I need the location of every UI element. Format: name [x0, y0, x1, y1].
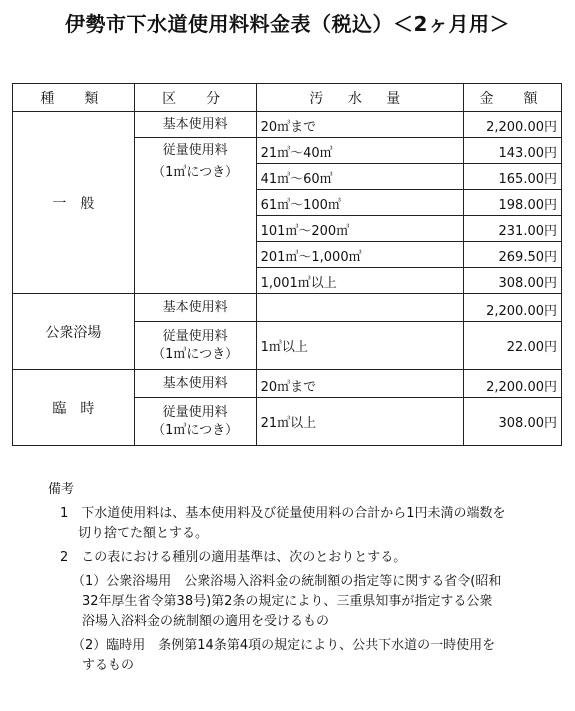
- amount-cell: 269.50円: [464, 242, 562, 268]
- fee-table: [12, 83, 562, 446]
- note-2-1-line-3: 浴場入浴料金の統制額の適用を受けるもの: [82, 614, 330, 629]
- table-row: [13, 370, 562, 398]
- type-temporary: 臨 時: [13, 370, 135, 446]
- category-metered: [134, 138, 256, 294]
- volume-cell: 61㎥～100㎥: [256, 190, 464, 216]
- note-1-line-2: 切り捨てた額とする。: [78, 526, 209, 541]
- header-category: 区 分: [134, 84, 256, 112]
- category-metered-unit: （1㎥につき）: [152, 422, 239, 438]
- volume-cell: 20㎥まで: [256, 370, 464, 398]
- volume-cell: 21㎥～40㎥: [256, 138, 464, 164]
- volume-cell: 21㎥以上: [256, 398, 464, 446]
- category-metered-unit: （1㎥につき）: [152, 346, 239, 362]
- volume-cell: 1,001㎥以上: [256, 268, 464, 294]
- category-metered-label: 従量使用料: [162, 328, 228, 344]
- page-title: 伊勢市下水道使用料料金表（税込）＜2ヶ月用＞: [65, 12, 510, 36]
- header-type: 種 類: [13, 84, 135, 112]
- amount-cell: 143.00円: [464, 138, 562, 164]
- volume-cell: 41㎥～60㎥: [256, 164, 464, 190]
- volume-cell: [256, 294, 464, 322]
- header-volume: 汚 水 量: [256, 84, 464, 112]
- table-row: [13, 112, 562, 138]
- amount-cell: 308.00円: [464, 268, 562, 294]
- note-2-2-line-1: （2）臨時用 条例第14条第4項の規定により、公共下水道の一時使用を: [72, 638, 496, 653]
- amount-cell: 22.00円: [464, 322, 562, 370]
- note-2: 2 この表における種別の適用基準は、次のとおりとする。: [60, 550, 407, 565]
- notes-heading: 備考: [48, 482, 75, 497]
- note-2-1-line-2: 32年厚生省令第38号)第2条の規定により、三重県知事が指定する公衆: [82, 594, 493, 609]
- note-2-1-line-1: （1）公衆浴場用 公衆浴場入浴料金の統制額の指定等に関する省令(昭和: [72, 574, 502, 589]
- category-metered: [134, 322, 256, 370]
- category-metered-unit: （1㎥につき）: [152, 165, 239, 180]
- volume-cell: 201㎥～1,000㎥: [256, 242, 464, 268]
- amount-cell: 2,200.00円: [464, 370, 562, 398]
- type-bathhouse: 公衆浴場: [13, 294, 135, 370]
- amount-cell: 198.00円: [464, 190, 562, 216]
- volume-cell: 20㎥まで: [256, 112, 464, 138]
- notes-section: [48, 480, 568, 676]
- amount-cell: 165.00円: [464, 164, 562, 190]
- note-1-line-1: 1 下水道使用料は、基本使用料及び従量使用料の合計から1円未満の端数を: [60, 506, 506, 521]
- category-metered: [134, 398, 256, 446]
- header-amount: 金 額: [464, 84, 562, 112]
- table-row: [13, 294, 562, 322]
- note-2-2-line-2: するもの: [82, 658, 135, 673]
- amount-cell: 2,200.00円: [464, 112, 562, 138]
- category-basic: 基本使用料: [134, 112, 256, 138]
- amount-cell: 308.00円: [464, 398, 562, 446]
- category-basic: 基本使用料: [134, 370, 256, 398]
- table-header-row: [13, 84, 562, 112]
- category-metered-label: 従量使用料: [162, 404, 228, 420]
- amount-cell: 2,200.00円: [464, 294, 562, 322]
- volume-cell: 101㎥～200㎥: [256, 216, 464, 242]
- category-basic: 基本使用料: [134, 294, 256, 322]
- category-metered-label: 従量使用料: [162, 143, 228, 158]
- amount-cell: 231.00円: [464, 216, 562, 242]
- type-general: 一 般: [13, 112, 135, 294]
- volume-cell: 1㎥以上: [256, 322, 464, 370]
